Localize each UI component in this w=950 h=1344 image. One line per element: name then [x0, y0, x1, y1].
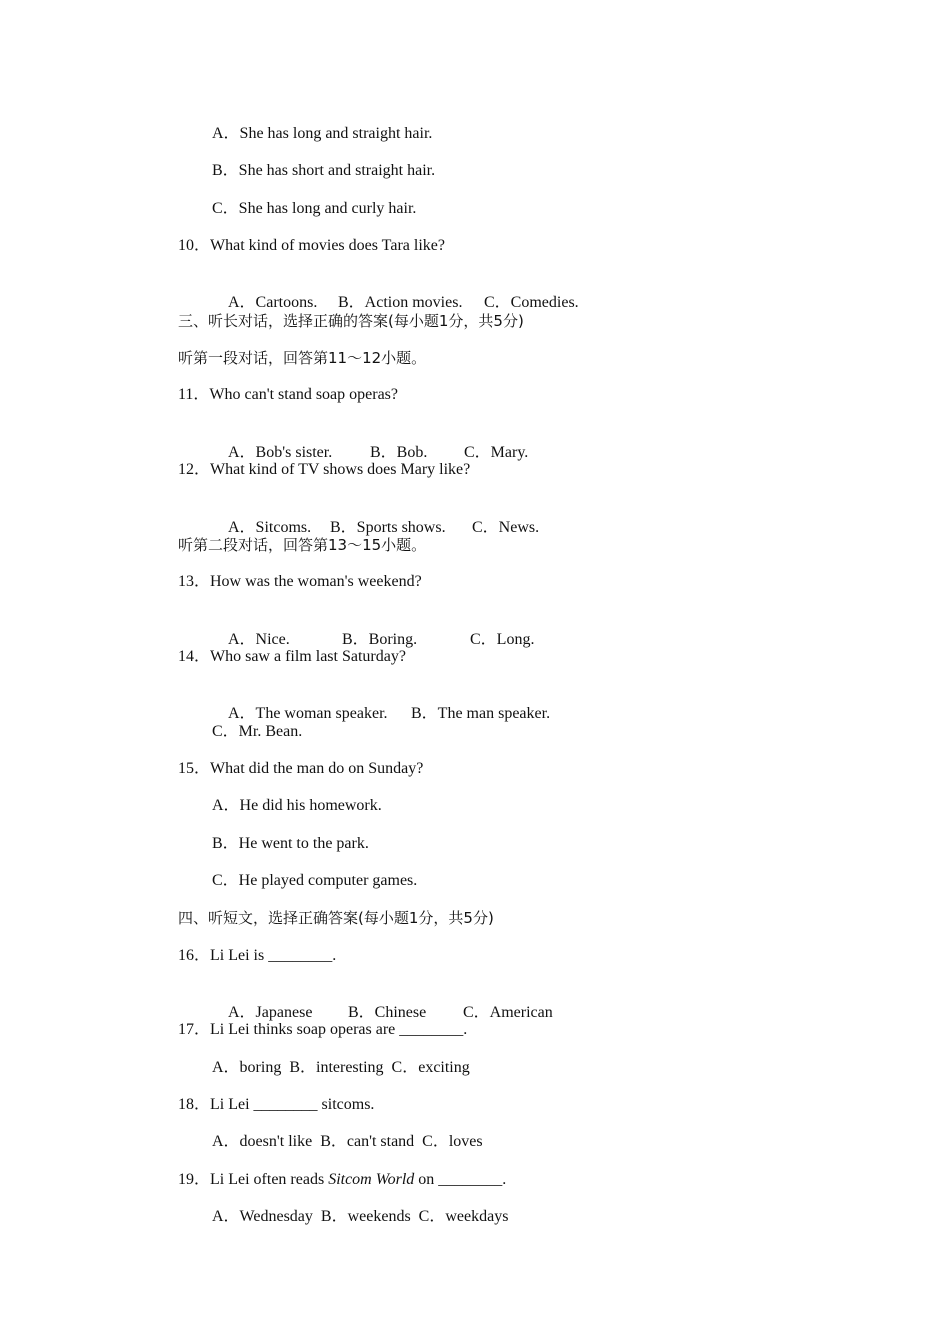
section-4-heading: 四、听短文，选择正确答案(每小题1分，共5分) [178, 909, 494, 927]
q12-option-c: C．News. [472, 519, 540, 536]
question-16: 16．Li Lei is ________. [178, 947, 337, 964]
q14-option-c: C．Mr. Bean. [212, 723, 303, 740]
q10-option-a: A．Cartoons. [228, 294, 318, 311]
question-11: 11．Who can't stand soap operas? [178, 386, 399, 403]
question-18: 18．Li Lei ________ sitcoms. [178, 1096, 375, 1113]
q10-option-c: C．Comedies. [484, 294, 579, 311]
q14-option-b: B．The man speaker. [411, 705, 551, 722]
q15-option-b: B．He went to the park. [212, 835, 369, 852]
q11-option-c: C．Mary. [464, 444, 529, 461]
q9-option-b: B．She has short and straight hair. [212, 162, 436, 179]
question-13: 13．How was the woman's weekend? [178, 573, 422, 590]
q9-option-c: C．She has long and curly hair. [212, 200, 417, 217]
question-12: 12．What kind of TV shows does Mary like? [178, 461, 471, 478]
q10-option-b: B．Action movies. [338, 294, 463, 311]
question-10: 10．What kind of movies does Tara like? [178, 237, 445, 254]
q19-text-pre: 19．Li Lei often reads [178, 1171, 329, 1188]
q11-option-b: B．Bob. [370, 444, 428, 461]
q19-magazine-title: Sitcom World [328, 1171, 415, 1188]
question-17: 17．Li Lei thinks soap operas are ________. [178, 1021, 468, 1038]
q18-options: A．doesn't like B．can't stand C．loves [212, 1133, 483, 1150]
q12-option-a: A．Sitcoms. [228, 519, 312, 536]
q9-option-a: A．She has long and straight hair. [212, 125, 433, 142]
q13-option-c: C．Long. [470, 631, 535, 648]
q16-option-c: C．American [463, 1004, 553, 1021]
q19-options: A．Wednesday B．weekends C．weekdays [212, 1208, 509, 1225]
section-3-part-2: 听第二段对话，回答第13～15小题。 [178, 536, 427, 554]
q11-option-a: A．Bob's sister. [228, 444, 333, 461]
q15-option-a: A．He did his homework. [212, 797, 382, 814]
question-19 [178, 1170, 506, 1190]
q12-option-b: B．Sports shows. [330, 519, 446, 536]
question-14: 14．Who saw a film last Saturday? [178, 648, 406, 665]
q14-option-a: A．The woman speaker. [228, 705, 388, 722]
q19-text-post: on ________. [414, 1171, 507, 1188]
question-15: 15．What did the man do on Sunday? [178, 760, 424, 777]
section-3-part-1: 听第一段对话，回答第11～12小题。 [178, 349, 427, 367]
q15-option-c: C．He played computer games. [212, 872, 418, 889]
q13-option-b: B．Boring. [342, 631, 418, 648]
q16-option-b: B．Chinese [348, 1004, 427, 1021]
q17-options: A．boring B．interesting C．exciting [212, 1059, 470, 1076]
q16-option-a: A．Japanese [228, 1004, 313, 1021]
section-3-heading: 三、听长对话，选择正确的答案(每小题1分，共5分) [178, 312, 524, 330]
q13-option-a: A．Nice. [228, 631, 290, 648]
